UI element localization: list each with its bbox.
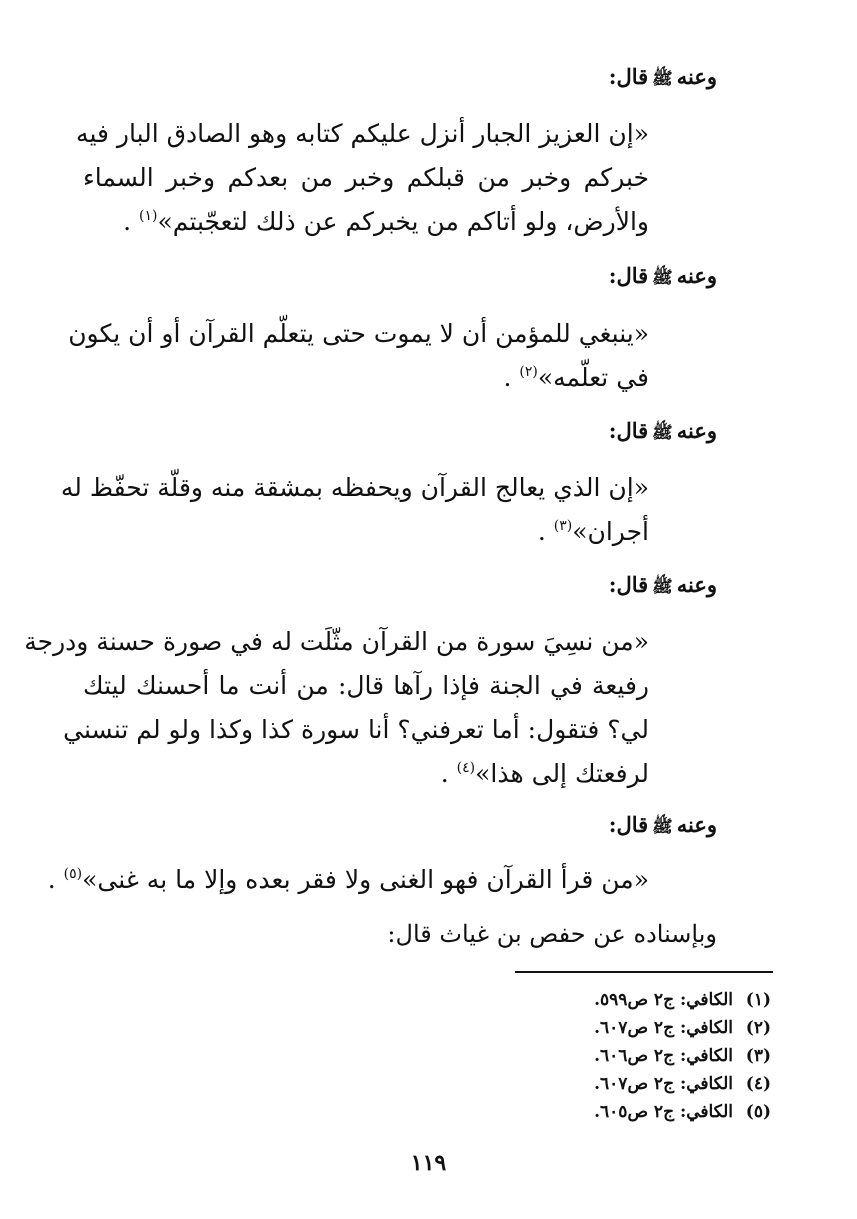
footnote-divider <box>515 971 773 973</box>
hadith-intro <box>609 263 717 292</box>
hadith-line-last <box>83 752 649 796</box>
hadith-intro <box>609 64 717 93</box>
hadith-line: لي؟ فتقول: أما تعرفني؟ أنا سورة كذا وكذا ولو لم تنسني <box>63 715 649 744</box>
footnote-number: (١) <box>745 990 771 1010</box>
salutation-mark: ﷺ <box>652 69 673 89</box>
footnote-reference: (٥) <box>63 866 83 882</box>
hadith-text <box>76 112 649 244</box>
salutation-mark: ﷺ <box>652 577 673 597</box>
footnote-item <box>511 1042 771 1070</box>
hadith-line-text: أجران» <box>572 517 649 546</box>
end-mark: . <box>537 517 546 546</box>
hadith-line-last <box>83 356 649 400</box>
intro-prefix: وعنه <box>676 572 717 597</box>
footnote-item <box>511 1070 771 1098</box>
hadith-line: «من نسِيَ سورة من القرآن مثّلَت له في صورة حسنة ودرجة <box>24 627 649 656</box>
footnote-number: (٣) <box>745 1046 771 1066</box>
intro-suffix: قال: <box>608 64 649 89</box>
footnote-reference: (٢) <box>519 364 538 380</box>
footnote-text: الكافي: ج٢ ص٦٠٧. <box>594 1074 733 1094</box>
hadith-line-text: في تعلّمه» <box>537 363 649 392</box>
footnote-text: الكافي: ج٢ ص٦٠٥. <box>594 1102 733 1122</box>
footnote-item <box>511 1014 771 1042</box>
footnote-item <box>511 1098 771 1126</box>
footnote-reference: (٤) <box>456 760 476 776</box>
footnote-text: الكافي: ج٢ ص٥٩٩. <box>594 990 733 1010</box>
footnote-number: (٥) <box>745 1102 771 1122</box>
hadith-line-text: والأرض، ولو أتاكم من يخبركم عن ذلك لتعجّبتم» <box>157 207 649 236</box>
hadith-line: رفيعة في الجنة فإذا رآها قال: من أنت ما أحسنك ليتك <box>83 671 649 700</box>
hadith-text <box>24 620 649 796</box>
hadith-intro <box>609 572 717 601</box>
intro-prefix: وعنه <box>676 812 717 837</box>
footnote-reference: (١) <box>139 208 158 224</box>
end-mark: . <box>440 759 449 788</box>
hadith-text <box>47 858 649 902</box>
hadith-line-last <box>83 510 649 554</box>
footnote-text: الكافي: ج٢ ص٦٠٧. <box>594 1018 733 1038</box>
intro-prefix: وعنه <box>676 64 717 89</box>
hadith-text <box>68 312 649 400</box>
intro-suffix: قال: <box>608 418 649 443</box>
hadith-line: «إن العزيز الجبار أنزل عليكم كتابه وهو الصادق البار فيه <box>76 119 649 148</box>
page-number: ١١٩ <box>410 1150 447 1176</box>
salutation-mark: ﷺ <box>652 423 673 443</box>
footnote-number: (٤) <box>745 1074 771 1094</box>
end-mark: . <box>503 363 512 392</box>
footnote-text: الكافي: ج٢ ص٦٠٦. <box>594 1046 733 1066</box>
intro-suffix: قال: <box>608 812 649 837</box>
hadith-intro <box>609 812 717 841</box>
end-mark: . <box>123 207 132 236</box>
footnotes <box>511 986 771 1126</box>
hadith-line: «ينبغي للمؤمن أن لا يموت حتى يتعلّم القرآن أو أن يكون <box>68 319 649 348</box>
salutation-mark: ﷺ <box>652 817 673 837</box>
isnad-line: وبإسناده عن حفص بن غياث قال: <box>387 920 717 948</box>
hadith-line-last <box>83 200 649 244</box>
hadith-text <box>60 466 649 554</box>
end-mark: . <box>47 865 56 894</box>
intro-prefix: وعنه <box>676 418 717 443</box>
intro-prefix: وعنه <box>676 263 717 288</box>
intro-suffix: قال: <box>608 572 649 597</box>
hadith-line: خبركم وخبر من قبلكم وخبر من بعدكم وخبر السماء <box>83 163 649 192</box>
hadith-intro <box>609 418 717 447</box>
hadith-line-last <box>47 858 649 902</box>
hadith-line-text: لرفعتك إلى هذا» <box>475 759 649 788</box>
hadith-line-text: «من قرأ القرآن فهو الغنى ولا فقر بعده وإلا ما به غنى» <box>82 865 649 894</box>
hadith-line: «إن الذي يعالج القرآن ويحفظه بمشقة منه وقلّة تحفّظ له <box>60 473 649 502</box>
footnote-item <box>511 986 771 1014</box>
salutation-mark: ﷺ <box>652 268 673 288</box>
footnote-reference: (٣) <box>553 518 573 534</box>
intro-suffix: قال: <box>608 263 649 288</box>
footnote-number: (٢) <box>745 1018 771 1038</box>
